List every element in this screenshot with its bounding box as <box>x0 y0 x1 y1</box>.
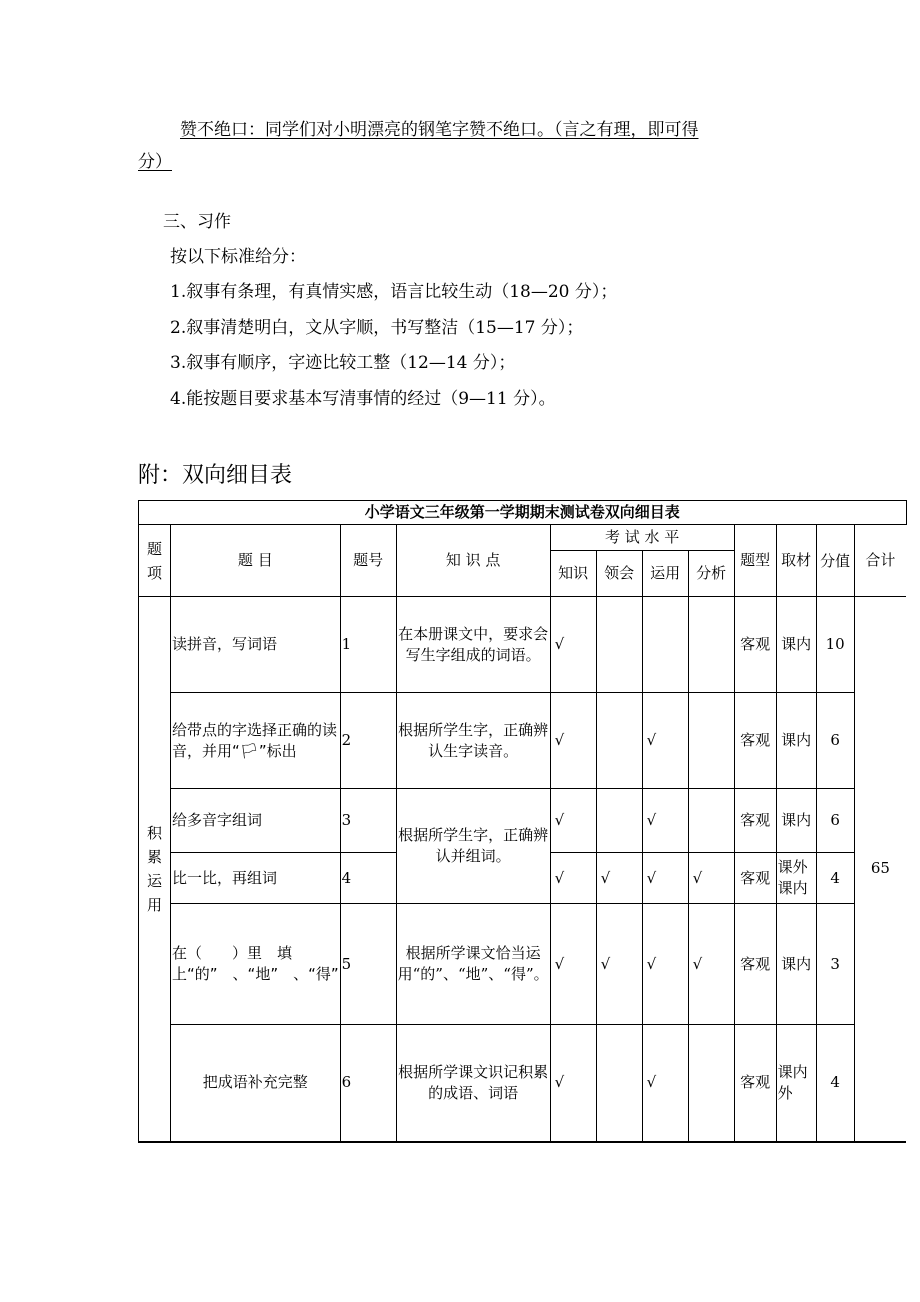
knowledge-cell: 在本册课文中，要求会写生字组成的词语。 <box>396 597 550 693</box>
header-level-knowledge: 知识 <box>550 551 596 597</box>
topic-cell: 把成语补充完整 <box>171 1025 341 1142</box>
number-cell: 3 <box>340 789 396 853</box>
mark-cell: √ <box>642 853 688 904</box>
header-level-analysis: 分析 <box>688 551 734 597</box>
mark-cell: √ <box>642 1025 688 1142</box>
source-cell: 课内 <box>776 904 816 1025</box>
knowledge-cell: 根据所学生字，正确辨认生字读音。 <box>396 693 550 789</box>
header-level-application: 运用 <box>642 551 688 597</box>
table-caption: 小学语文三年级第一学期期末测试卷双向细目表 <box>139 501 907 525</box>
mark-cell <box>596 597 642 693</box>
table-row <box>139 693 907 789</box>
knowledge-cell: 根据所学课文识记积累的成语、词语 <box>396 1025 550 1142</box>
mark-cell <box>642 597 688 693</box>
topic-cell: 读拼音，写词语 <box>171 597 341 693</box>
criterion-4: 4.能按题目要求基本写清事情的经过（9—11 分）。 <box>170 389 556 409</box>
mark-cell: √ <box>550 853 596 904</box>
header-level: 考 试 水 平 <box>550 525 734 551</box>
topic-cell: 给多音字组词 <box>171 789 341 853</box>
number-cell: 4 <box>340 853 396 904</box>
knowledge-cell: 根据所学课文恰当运用“的”、“地”、“得”。 <box>396 904 550 1025</box>
total-cell: 65 <box>854 597 906 1142</box>
topic-cell: 给带点的字选择正确的读音，并用“🏳”标出 <box>171 693 341 789</box>
section-intro: 按以下标准给分： <box>170 247 306 267</box>
mark-cell: √ <box>550 904 596 1025</box>
header-topic: 题 目 <box>171 525 341 597</box>
mark-cell <box>596 1025 642 1142</box>
mark-cell <box>688 597 734 693</box>
type-cell: 客观 <box>734 1025 776 1142</box>
number-cell: 2 <box>340 693 396 789</box>
mark-cell: √ <box>688 853 734 904</box>
header-category: 题项 <box>139 525 171 597</box>
topic-cell: 在（ ）里 填 上“的” 、“地” 、“得” <box>171 904 341 1025</box>
mark-cell <box>688 1025 734 1142</box>
mark-cell <box>596 789 642 853</box>
answer-line-1: 赞不绝口：同学们对小明漂亮的钢笔字赞不绝口。（言之有理，即可得 <box>180 120 699 140</box>
mark-cell: √ <box>642 789 688 853</box>
header-score: 分值 <box>816 525 854 597</box>
header-type: 题型 <box>734 525 776 597</box>
score-cell: 6 <box>816 789 854 853</box>
source-cell: 课内外 <box>776 1025 816 1142</box>
mark-cell <box>688 789 734 853</box>
header-number: 题号 <box>340 525 396 597</box>
topic-cell: 比一比，再组词 <box>171 853 341 904</box>
source-cell: 课内 <box>776 789 816 853</box>
header-knowledge: 知 识 点 <box>396 525 550 597</box>
type-cell: 客观 <box>734 693 776 789</box>
spec-table <box>138 500 907 1143</box>
answer-line-2: 分） <box>138 152 172 172</box>
score-cell: 4 <box>816 853 854 904</box>
number-cell: 6 <box>340 1025 396 1142</box>
mark-cell <box>596 693 642 789</box>
knowledge-cell: 根据所学生字，正确辨认并组词。 <box>396 789 550 904</box>
source-cell: 课外课内 <box>776 853 816 904</box>
mark-cell: √ <box>550 789 596 853</box>
header-source: 取材 <box>776 525 816 597</box>
score-cell: 3 <box>816 904 854 1025</box>
criterion-1: 1.叙事有条理，有真情实感，语言比较生动（18—20 分）； <box>170 282 618 302</box>
mark-cell <box>688 693 734 789</box>
section-heading: 三、习作 <box>163 212 231 232</box>
score-cell: 4 <box>816 1025 854 1142</box>
score-cell: 10 <box>816 597 854 693</box>
type-cell: 客观 <box>734 904 776 1025</box>
type-cell: 客观 <box>734 597 776 693</box>
mark-cell: √ <box>642 693 688 789</box>
mark-cell: √ <box>688 904 734 1025</box>
header-total: 合计 <box>854 525 906 597</box>
source-cell: 课内 <box>776 693 816 789</box>
mark-cell: √ <box>550 693 596 789</box>
criterion-3: 3.叙事有顺序，字迹比较工整（12—14 分）； <box>170 353 516 373</box>
category-cell: 积累运用 <box>139 597 171 1142</box>
number-cell: 5 <box>340 904 396 1025</box>
score-cell: 6 <box>816 693 854 789</box>
mark-cell: √ <box>550 597 596 693</box>
mark-cell: √ <box>642 904 688 1025</box>
type-cell: 客观 <box>734 789 776 853</box>
number-cell: 1 <box>340 597 396 693</box>
table-row <box>139 597 907 693</box>
appendix-title: 附：双向细目表 <box>138 463 293 488</box>
type-cell: 客观 <box>734 853 776 904</box>
source-cell: 课内 <box>776 597 816 693</box>
criterion-2: 2.叙事清楚明白，文从字顺，书写整洁（15—17 分）； <box>170 318 584 338</box>
table-row <box>139 789 907 853</box>
table-row <box>139 1025 907 1142</box>
mark-cell: √ <box>550 1025 596 1142</box>
header-level-comprehension: 领会 <box>596 551 642 597</box>
table-row <box>139 904 907 1025</box>
mark-cell: √ <box>596 904 642 1025</box>
mark-cell: √ <box>596 853 642 904</box>
